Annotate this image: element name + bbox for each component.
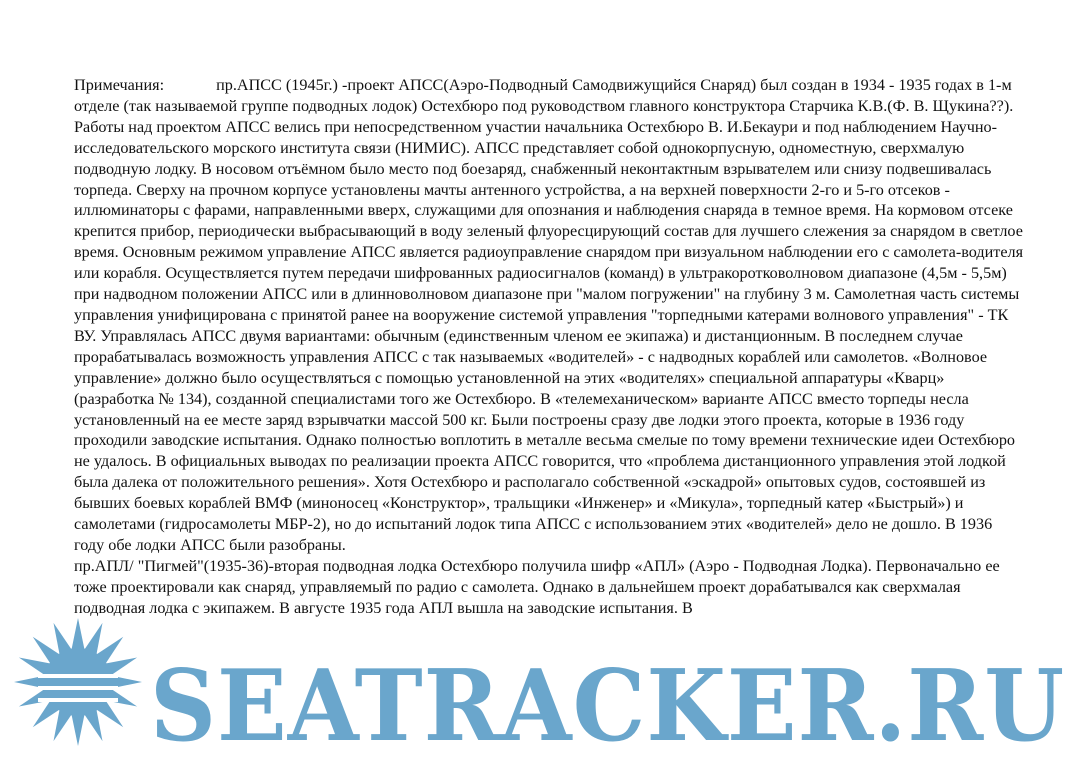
- paragraph-apl: пр.АПЛ/ "Пигмей"(1935-36)-вторая подводная лодка Остехбюро получила шифр «АПЛ» (Аэро - Подводная Лодка). Первоначально ее тоже проектировали как снаряд, управляемый по радио с самолета. Однако в дальнейшем проект дорабатывался как сверхмалая подводная лодка с экипажем. В августе 1935 года АПЛ вышла на заводские испытания. В: [74, 556, 1000, 617]
- paragraph-apss: [74, 75, 1024, 556]
- watermark-text: SEATRACKER.RU: [150, 649, 1065, 764]
- notes-label: Примечания:: [74, 76, 165, 94]
- paragraph-apss-text: пр.АПСС (1945г.) -проект АПСС(Аэро-Подводный Самодвижущийся Снаряд) был создан в 1934 - 1935 годах в 1-м отделе (так называемой группе подводных лодок) Остехбюро под руководством главного конструктора Старчика К.В.(Ф. В. Щукина??). Работы над проектом АПСС велись при непосредственном участии начальника Остехбюро В. И.Бекаури и под наблюдением Научно-исследовательского морского института связи (НИМИС). АПСС представляет собой однокорпусную, одноместную, сверхмалую подводную лодку. В носовом отъёмном было место под боезаряд, снабженный неконтактным взрывателем или снизу подвешивалась торпеда. Сверху на прочном корпусе установлены мачты антенного устройства, а на верхней поверхности 2-го и 5-го отсеков - иллюминаторы с фарами, направленными вверх, служащими для опознания и наблюдения снаряда в темное время. На кормовом отсеке крепится прибор, периодически выбрасывающий в воду зеленый флуоресцирующий состав для лучшего слежения за снарядом в светлое время. Основным режимом управление АПСС является радиоуправление снарядом при визуальном наблюдении его с самолета-водителя или корабля. Осуществляется путем передачи шифрованных радиосигналов (команд) в ультракоротковолновом диапазоне (4,5м - 5,5м) при надводном положении АПСС или в длинноволновом диапазоне при "малом погружении" на глубину 3 м. Самолетная часть системы управления унифицирована с принятой ранее на вооружение системой управления "торпедными катерами волнового управления" - ТК ВУ. Управлялась АПСС двумя вариантами: обычным (единственным членом ее экипажа) и дистанционным. В последнем случае прорабатывалась возможность управления АПСС с так называемых «водителей» - с надводных кораблей или самолетов. «Волновое управление» должно было осуществляться с помощью установленной на этих «водителях» специальной аппаратуры «Кварц» (разработка № 134), созданной специалистами того же Остехбюро. В «телемеханическом» варианте АПСС вместо торпеды несла установленный на ее месте заряд взрывчатки массой 500 кг. Были построены сразу две лодки этого проекта, которые в 1936 году проходили заводские испытания. Однако полностью воплотить в металле весьма смелые по тому времени технические идеи Остехбюро не удалось. В официальных выводах по реализации проекта АПСС говорится, что «проблема дистанционного управления этой лодкой была далека от положительного решения». Хотя Остехбюро и располагало собственной «эскадрой» опытовых судов, состоявшей из бывших боевых кораблей ВМФ (миноносец «Конструктор», тральщики «Инженер» и «Микула», торпедный катер «Быстрый») и самолетами (гидросамолеты МБР-2), но до испытаний лодок типа АПСС с использованием этих «водителей» дело не дошло. В 1936 году обе лодки АПСС были разобраны.: [74, 76, 1024, 554]
- notes-block: [74, 75, 1024, 619]
- sun-burst-icon: [14, 618, 142, 746]
- watermark: [0, 612, 1080, 773]
